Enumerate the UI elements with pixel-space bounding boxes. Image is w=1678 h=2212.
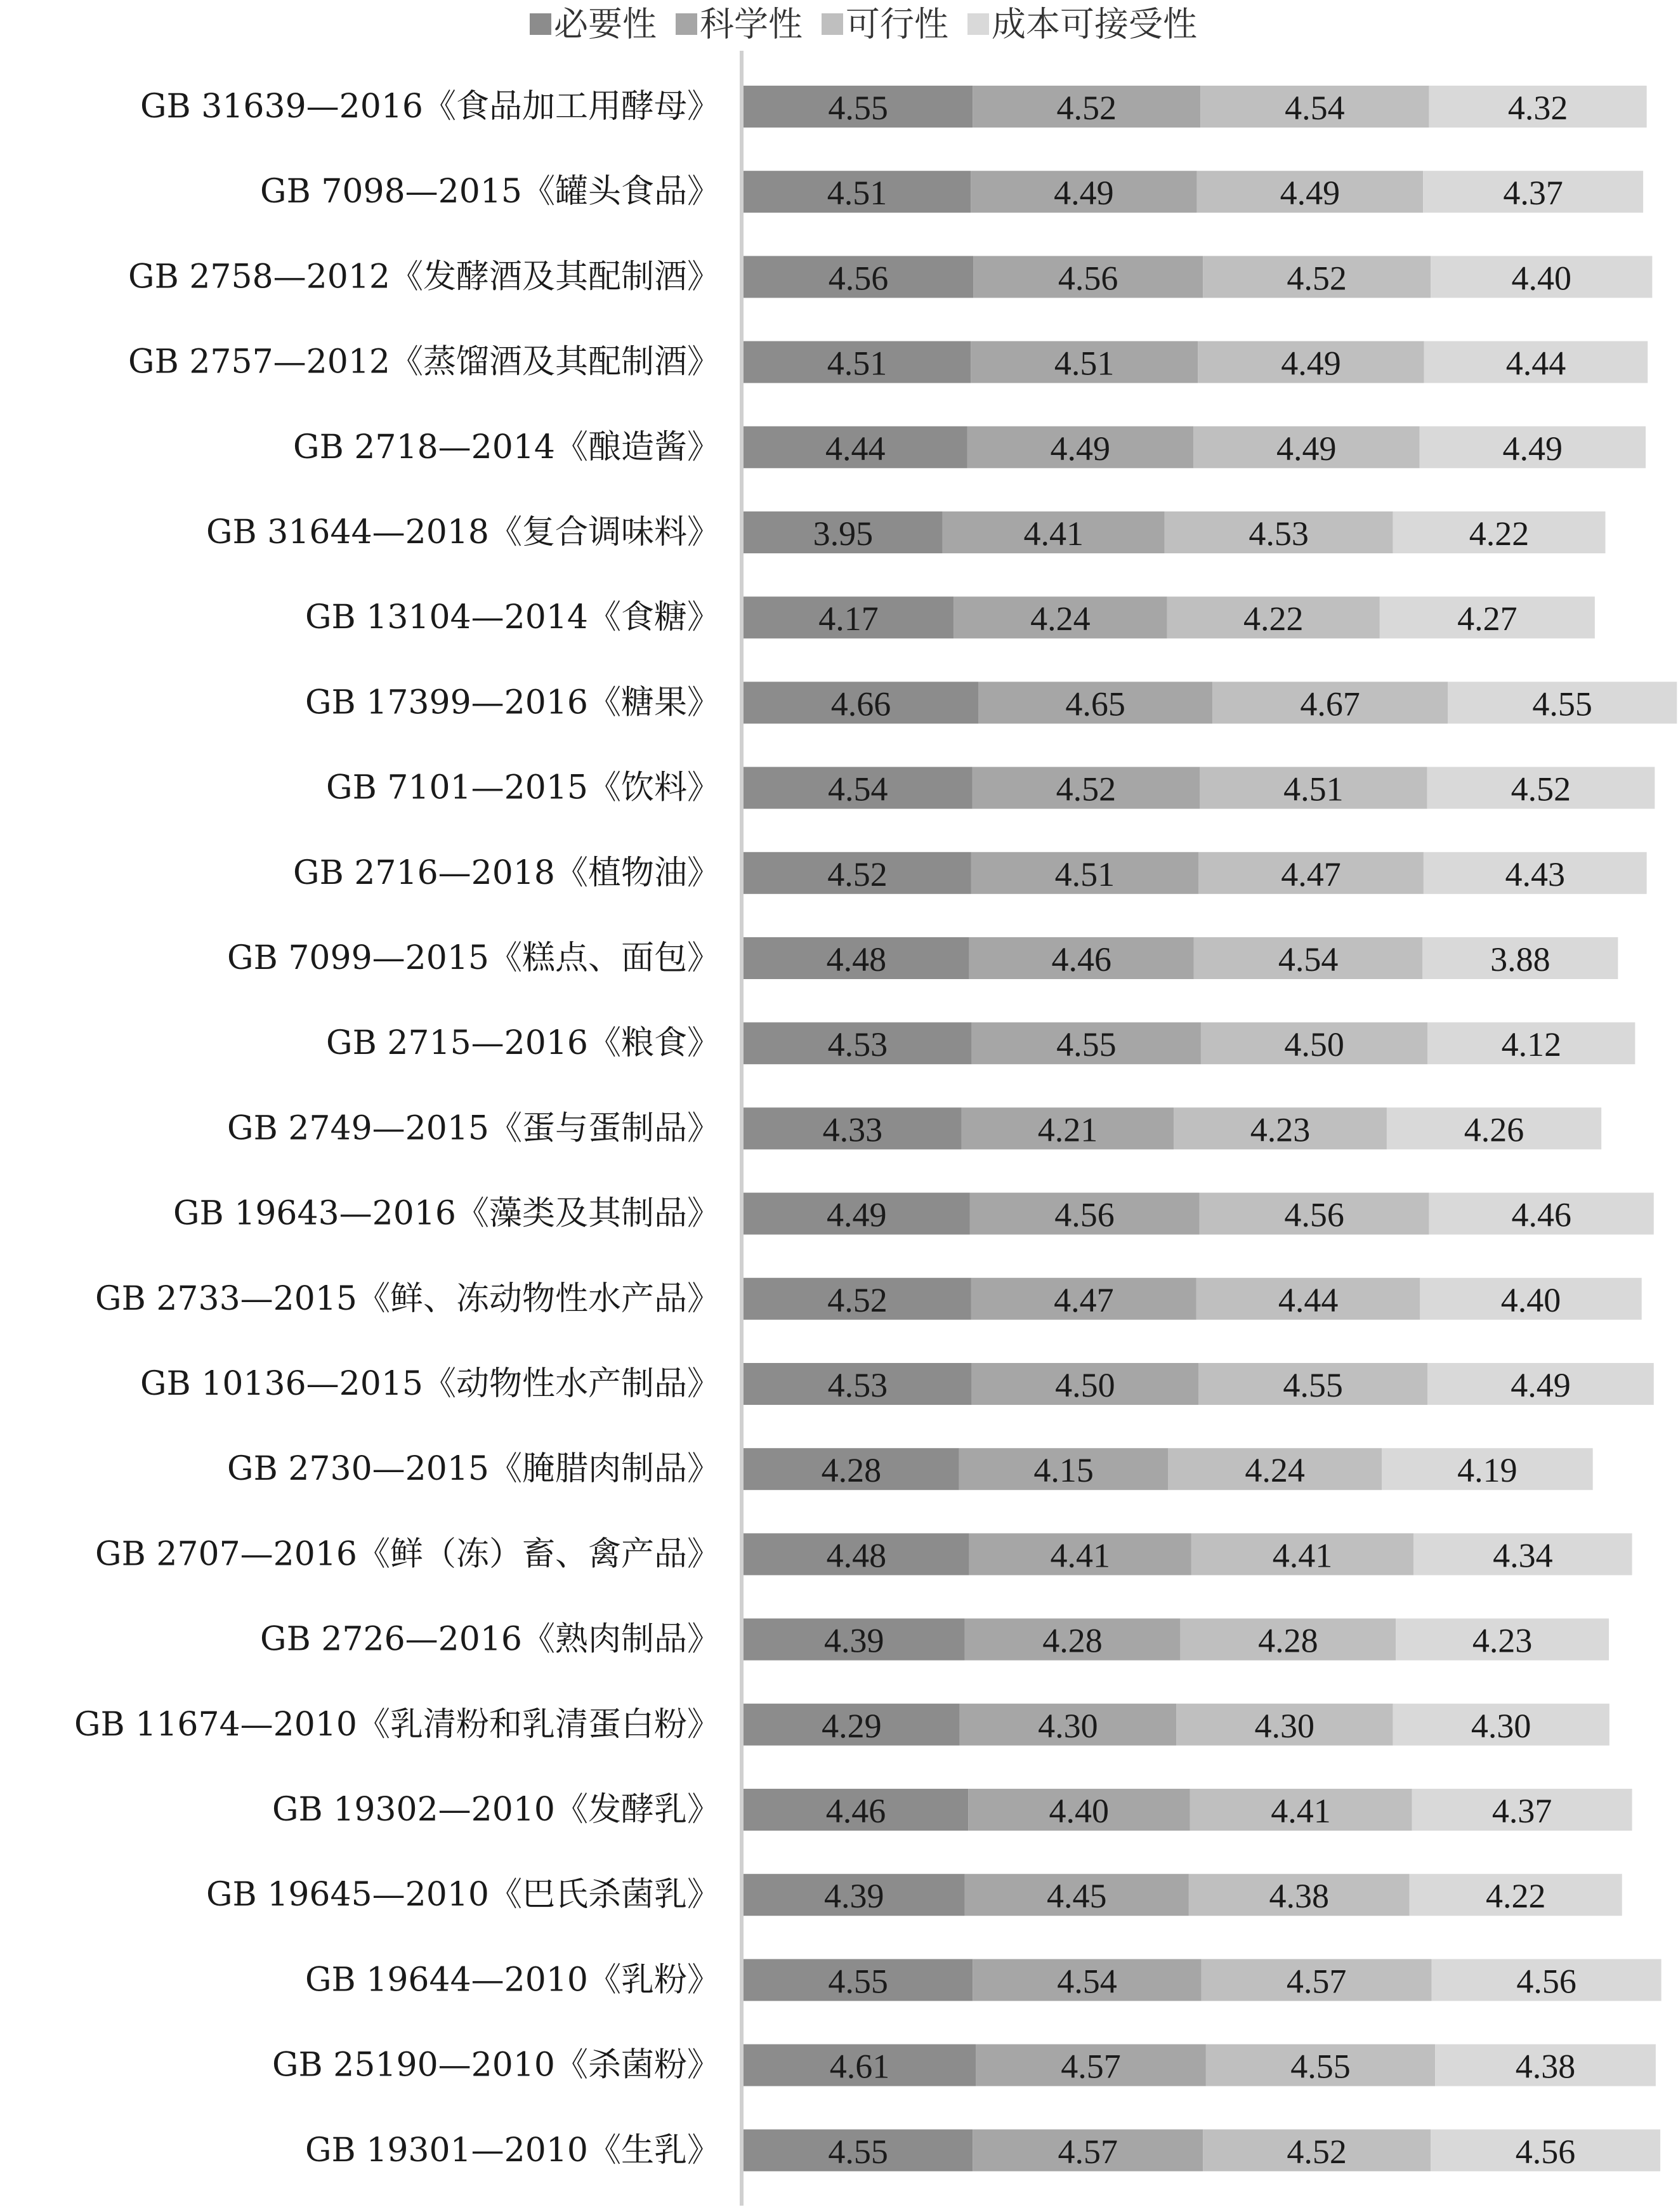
category-label: GB 7099—2015《糕点、面包》 (227, 939, 720, 977)
bar-value-label: 4.49 (1050, 429, 1111, 468)
bar-row (744, 1193, 1654, 1235)
bar-value-label: 4.56 (828, 259, 889, 298)
bar-value-label: 4.55 (1056, 1025, 1117, 1064)
bar-value-label: 4.37 (1503, 174, 1563, 213)
bar-row (744, 1278, 1642, 1320)
bar-value-label: 4.23 (1250, 1110, 1311, 1149)
bar-row (744, 86, 1647, 128)
bar-value-label: 4.32 (1507, 89, 1568, 127)
category-label: GB 2730—2015《腌腊肉制品》 (227, 1450, 720, 1489)
bar-value-label: 4.39 (824, 1877, 884, 1916)
bar-value-label: 4.53 (1249, 515, 1309, 553)
bar-value-label: 4.54 (1057, 1962, 1117, 2001)
legend-label-1: 科学性 (700, 4, 803, 44)
bar-value-label: 4.49 (1502, 429, 1563, 468)
bar-value-label: 4.26 (1464, 1110, 1524, 1149)
bar-row (744, 1022, 1635, 1064)
bar-value-label: 4.54 (1278, 940, 1339, 978)
bar-value-label: 4.38 (1515, 2047, 1576, 2086)
bar-row (744, 1448, 1593, 1490)
legend-label-0: 必要性 (554, 4, 657, 44)
bar-value-label: 4.53 (827, 1366, 888, 1404)
category-label: GB 19643—2016《藻类及其制品》 (173, 1194, 720, 1233)
bar-value-label: 4.57 (1061, 2047, 1121, 2086)
bar-value-label: 4.56 (1054, 1195, 1115, 1234)
bar-value-label: 4.56 (1515, 2132, 1576, 2171)
bar-value-label: 4.40 (1049, 1792, 1110, 1830)
bar-row (744, 1533, 1632, 1575)
bar-value-label: 4.50 (1055, 1366, 1115, 1404)
bar-value-label: 4.41 (1023, 515, 1084, 553)
category-label: GB 19645—2010《巴氏杀菌乳》 (206, 1876, 720, 1914)
bar-row (744, 767, 1655, 809)
bar-value-label: 4.50 (1284, 1025, 1344, 1064)
bar-value-label: 4.48 (826, 1536, 887, 1575)
legend-swatch-2 (822, 13, 843, 35)
bar-value-label: 4.44 (1505, 344, 1566, 383)
bar-value-label: 4.55 (828, 1962, 888, 2001)
bar-value-label: 4.55 (1283, 1366, 1343, 1404)
category-label: GB 17399—2016《糖果》 (305, 683, 720, 722)
bar-value-label: 4.55 (828, 89, 888, 127)
bar-row (744, 1704, 1609, 1746)
bar-value-label: 4.55 (1532, 685, 1592, 723)
bar-row (744, 2130, 1660, 2171)
bar-value-label: 4.51 (1054, 855, 1115, 893)
bar-value-label: 4.33 (822, 1110, 883, 1149)
bar-value-label: 4.52 (1287, 259, 1347, 298)
bar-value-label: 4.46 (1511, 1195, 1571, 1234)
bar-value-label: 4.45 (1046, 1877, 1107, 1916)
bar-row (744, 937, 1618, 979)
bar-value-label: 4.51 (827, 344, 888, 383)
legend-swatch-3 (967, 13, 989, 35)
bar-value-label: 4.48 (826, 940, 887, 978)
legend-label-2: 可行性 (846, 4, 948, 44)
bar-value-label: 4.24 (1245, 1451, 1305, 1490)
bar-value-label: 4.37 (1491, 1792, 1552, 1830)
bar-value-label: 4.44 (1278, 1280, 1339, 1319)
bar-value-label: 4.47 (1054, 1280, 1114, 1319)
category-label: GB 25190—2010《杀菌粉》 (272, 2046, 720, 2084)
bar-value-label: 4.40 (1511, 259, 1571, 298)
bar-value-label: 4.28 (821, 1451, 882, 1490)
bar-row (744, 2044, 1656, 2086)
category-label: GB 10136—2015《动物性水产制品》 (140, 1365, 720, 1403)
bar-row (744, 852, 1647, 894)
bar-value-label: 4.41 (1271, 1792, 1331, 1830)
bar-value-label: 4.57 (1058, 2132, 1118, 2171)
bar-value-label: 4.47 (1281, 855, 1341, 893)
category-label: GB 2715—2016《粮食》 (326, 1024, 720, 1063)
bar-value-label: 4.56 (1058, 259, 1118, 298)
bar-value-label: 4.51 (827, 174, 888, 213)
bar-value-label: 4.61 (829, 2047, 890, 2086)
bar-value-label: 4.49 (1511, 1366, 1571, 1404)
bar-row (744, 1363, 1654, 1405)
category-label: GB 2726—2016《熟肉制品》 (260, 1620, 720, 1659)
bar-value-label: 4.49 (1054, 174, 1114, 213)
bar-value-label: 4.57 (1286, 1962, 1347, 2001)
category-label: GB 2707—2016《鲜（冻）畜、禽产品》 (95, 1535, 720, 1574)
bar-value-label: 4.46 (825, 1792, 886, 1830)
category-label: GB 2749—2015《蛋与蛋制品》 (227, 1109, 720, 1148)
bar-value-label: 4.55 (1290, 2047, 1351, 2086)
bar-value-label: 4.22 (1485, 1877, 1546, 1916)
bar-value-label: 4.34 (1493, 1536, 1553, 1575)
category-label: GB 7098—2015《罐头食品》 (260, 173, 720, 211)
bar-row (744, 1619, 1609, 1661)
bar-value-label: 4.51 (1283, 770, 1344, 808)
category-label: GB 2733—2015《鲜、冻动物性水产品》 (95, 1279, 720, 1318)
bar-value-label: 4.15 (1033, 1451, 1094, 1490)
bar-value-label: 3.95 (813, 515, 874, 553)
bar-value-label: 4.52 (1511, 770, 1571, 808)
legend-swatch-0 (530, 13, 551, 35)
bar-value-label: 4.44 (825, 429, 886, 468)
bar-row (744, 596, 1595, 638)
bar-value-label: 4.19 (1457, 1451, 1517, 1490)
legend-label-3: 成本可接受性 (992, 4, 1197, 44)
bar-value-label: 4.51 (1054, 344, 1115, 383)
bar-value-label: 4.66 (830, 685, 891, 723)
category-label: GB 11674—2010《乳清粉和乳清蛋白粉》 (74, 1705, 720, 1744)
category-label: GB 19644—2010《乳粉》 (305, 1961, 720, 1999)
category-label: GB 19301—2010《生乳》 (305, 2131, 720, 2169)
bar-value-label: 4.46 (1051, 940, 1112, 978)
bar-value-label: 4.30 (1254, 1706, 1315, 1745)
legend (530, 4, 1197, 44)
bar-value-label: 4.41 (1272, 1536, 1333, 1575)
bar-value-label: 4.49 (1280, 174, 1340, 213)
category-label: GB 2758—2012《发酵酒及其配制酒》 (128, 258, 720, 296)
bar-value-label: 4.27 (1457, 600, 1517, 638)
bar-value-label: 4.54 (827, 770, 888, 808)
bar-value-label: 4.23 (1472, 1621, 1533, 1660)
bar-value-label: 4.52 (827, 855, 888, 893)
bar-value-label: 4.53 (827, 1025, 888, 1064)
category-label: GB 31639—2016《食品加工用酵母》 (140, 88, 720, 126)
bar-row (744, 1959, 1662, 2001)
bar-row (744, 1107, 1601, 1149)
bar-value-label: 4.52 (1287, 2132, 1347, 2171)
legend-swatch-1 (676, 13, 697, 35)
category-labels (74, 88, 720, 2169)
bar-value-label: 4.29 (822, 1706, 882, 1745)
category-label: GB 2716—2018《植物油》 (293, 853, 720, 892)
bar-value-label: 4.21 (1037, 1110, 1098, 1149)
bar-value-label: 3.88 (1490, 940, 1550, 978)
bar-value-label: 4.30 (1038, 1706, 1098, 1745)
bar-value-label: 4.22 (1243, 600, 1304, 638)
bar-value-label: 4.43 (1505, 855, 1566, 893)
bar-value-label: 4.65 (1065, 685, 1125, 723)
bar-row (744, 1789, 1632, 1831)
category-label: GB 2757—2012《蒸馏酒及其配制酒》 (128, 343, 720, 381)
bar-row (744, 256, 1652, 298)
bar-value-label: 4.67 (1300, 685, 1360, 723)
bar-row (744, 511, 1606, 553)
bar-value-label: 4.56 (1516, 1962, 1576, 2001)
bar-value-label: 4.17 (818, 600, 879, 638)
bar-row (744, 341, 1648, 383)
bar-value-label: 4.49 (827, 1195, 887, 1234)
bar-value-label: 4.52 (1056, 89, 1117, 127)
bar-value-label: 4.56 (1284, 1195, 1344, 1234)
bar-value-label: 4.52 (1056, 770, 1117, 808)
category-label: GB 31644—2018《复合调味料》 (206, 513, 720, 551)
bar-value-label: 4.40 (1500, 1280, 1561, 1319)
bar-value-label: 4.30 (1471, 1706, 1531, 1745)
category-label: GB 2718—2014《酿造酱》 (293, 428, 720, 466)
bar-row (744, 681, 1677, 723)
category-label: GB 19302—2010《发酵乳》 (272, 1791, 720, 1829)
category-label: GB 7101—2015《饮料》 (326, 768, 720, 807)
bar-value-label: 4.38 (1269, 1877, 1330, 1916)
bar-value-label: 4.12 (1501, 1025, 1562, 1064)
bar-row (744, 1874, 1622, 1916)
bar-value-label: 4.52 (827, 1280, 888, 1319)
bar-value-label: 4.49 (1276, 429, 1337, 468)
bar-value-label: 4.49 (1281, 344, 1341, 383)
bar-value-label: 4.24 (1030, 600, 1091, 638)
bar-value-label: 4.28 (1258, 1621, 1318, 1660)
category-label: GB 13104—2014《食糖》 (305, 598, 720, 637)
bars (744, 86, 1677, 2171)
bar-value-label: 4.22 (1469, 515, 1530, 553)
bar-value-label: 4.55 (828, 2132, 888, 2171)
bar-value-label: 4.54 (1285, 89, 1345, 127)
bar-value-label: 4.28 (1042, 1621, 1103, 1660)
bar-value-label: 4.41 (1050, 1536, 1111, 1575)
bar-row (744, 426, 1646, 468)
bar-value-label: 4.39 (824, 1621, 884, 1660)
bar-row (744, 171, 1643, 213)
